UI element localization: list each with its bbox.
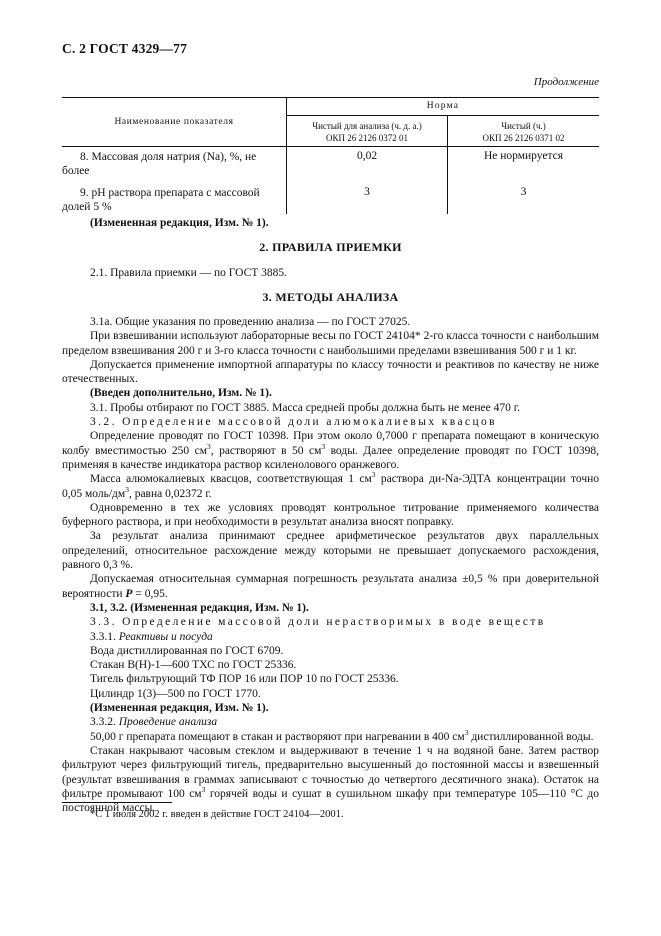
row-name: 8. Массовая доля натрия (Na), %, не более [62, 147, 287, 179]
paragraph-mass: Масса алюмокалиевых квасцов, соответствующая 1 $см^3$ раствора ди-Na-ЭДТА концентрации точно 0,05 моль/$дм^3$, равна 0,02372 г. [62, 470, 600, 500]
row-value-grade-2: 3 [520, 186, 527, 198]
row-value-grade-1: 0,02 [287, 147, 448, 179]
paragraph-error: Допускаемая относительная суммарная погрешность результата анализа ±0,5 % при доверительной вероятности P = 0,95. [62, 573, 599, 600]
grade-2-title: Чистый (ч.) [501, 121, 546, 131]
column-header-name: Наименование показателя [62, 98, 287, 147]
paragraph-result: За результат анализа принимают среднее арифметическое результатов двух параллельных определений, относительное расхождение между которыми не превышает допускаемого расхождения, равного 0,3 %. [62, 530, 599, 572]
section-2-body [62, 266, 599, 280]
paragraph-3-3-1: 3.3.1. Реактивы и посуда [90, 630, 213, 643]
grade-1-code: ОКП 26 2126 0372 01 [325, 133, 408, 143]
continuation-label: Продолжение [533, 76, 599, 88]
paragraph-3-2-title: 3.2. Определение массовой доли алюмокалиевых квасцов [90, 416, 497, 429]
reagent-item: Стакан В(Н)-1—600 ТХС по ГОСТ 25336. [90, 659, 297, 672]
row-name: 9. pH раствора препарата с массовой долей 5 % [62, 178, 287, 214]
introduced-note: (Введен дополнительно, Изм. № 1). [90, 387, 272, 400]
grade-1-title: Чистый для анализа (ч. д. а.) [312, 121, 422, 131]
table-row [62, 178, 599, 214]
amendment-note [62, 216, 599, 230]
section-2-title: 2. ПРАВИЛА ПРИЕМКИ [259, 240, 402, 254]
paragraph-3-1a: 3.1а. Общие указания по проведению анализа — по ГОСТ 27025. [90, 316, 411, 328]
footnote: *С 1 июля 2002 г. введен в действие ГОСТ 24104—2001. [90, 809, 344, 820]
paragraph-dissolve: 50,00 г препарата помещают в стакан и растворяют при нагревании в 400 $см^3$ дистиллированной воды. [90, 727, 594, 743]
reagent-item: Вода дистиллированная по ГОСТ 6709. [90, 644, 284, 657]
table-row [62, 147, 599, 179]
amendment-text: (Измененная редакция, Изм. № 1). [90, 702, 269, 715]
column-header-norma: Норма [287, 98, 600, 116]
paragraph-weighing: При взвешивании используют лабораторные весы по ГОСТ 24104* 2-го класса точности с наибольшим пределом взвешивания 200 г и 3-го класса точности с наибольшими пределами взвешивания 500 г и 1 кг. [62, 330, 599, 357]
section-2 [62, 240, 599, 254]
reagent-item: Тигель фильтрующий ТФ ПОР 16 или ПОР 10 по ГОСТ 25336. [90, 673, 399, 686]
paragraph-determination: Определение проводят по ГОСТ 10398. При этом около 0,7000 г препарата помещают в коническую колбу вместимостью 250 $см^3$, растворяют в 50 $см^3$ воды. Далее определение проводят по ГОСТ 10398, применяя в качестве индикатора раствор ксиленолового оранжевого. [62, 430, 599, 471]
amendment-3-1-3-2: 3.1, 3.2. (Измененная редакция, Изм. № 1). [90, 601, 309, 614]
amendment-text: (Измененная редакция, Изм. № 1). [90, 217, 269, 229]
column-header-grade-1 [287, 116, 448, 147]
row-value-grade-2: Не нормируется [483, 150, 564, 162]
indicators-table [62, 97, 599, 214]
grade-2-code: ОКП 26 2126 0371 02 [482, 133, 565, 143]
footnote-divider [62, 802, 172, 803]
row-value-grade-1: 3 [287, 178, 448, 214]
paragraph-3-1: 3.1. Пробы отбирают по ГОСТ 3885. Масса средней пробы должна быть не менее 470 г. [90, 401, 520, 414]
paragraph-3-3-title: 3.3. Определение массовой доли нерастворимых в воде веществ [90, 616, 546, 629]
reagent-item: Цилиндр 1(3)—500 по ГОСТ 1770. [90, 687, 261, 700]
page-header: С. 2 ГОСТ 4329—77 [62, 41, 188, 56]
paragraph-import: Допускается применение импортной аппаратуры по классу точности и реактивов по качеству не ниже отечественных. [62, 358, 599, 386]
section-3-body [62, 315, 599, 815]
paragraph-filtration: Стакан накрывают часовым стеклом и выдерживают в течение 1 ч на водяной бане. Затем раствор фильтруют через фильтрующий тигель, предварительно высушенный до постоянной массы и взвешенный (результат взвешивания в граммах записывают с точностью до четвертого десятичного знака). Остаток на фильтре промывают 100 $см^3$ горячей воды и сушат в сушильном шкафу при температуре 105—110 °С до постоянной массы. [62, 744, 599, 815]
column-header-grade-2 [448, 116, 600, 147]
paragraph-3-3-2: 3.3.2. Проведение анализа [90, 716, 218, 729]
section-3-title: 3. МЕТОДЫ АНАЛИЗА [262, 290, 399, 304]
paragraph-2-1: 2.1. Правила приемки — по ГОСТ 3885. [90, 267, 288, 279]
section-3 [62, 290, 599, 304]
paragraph-control-titration: Одновременно в тех же условиях проводят контрольное титрование применяемого количества буферного раствора, и при необходимости в результат анализа вносят поправку. [62, 501, 599, 529]
